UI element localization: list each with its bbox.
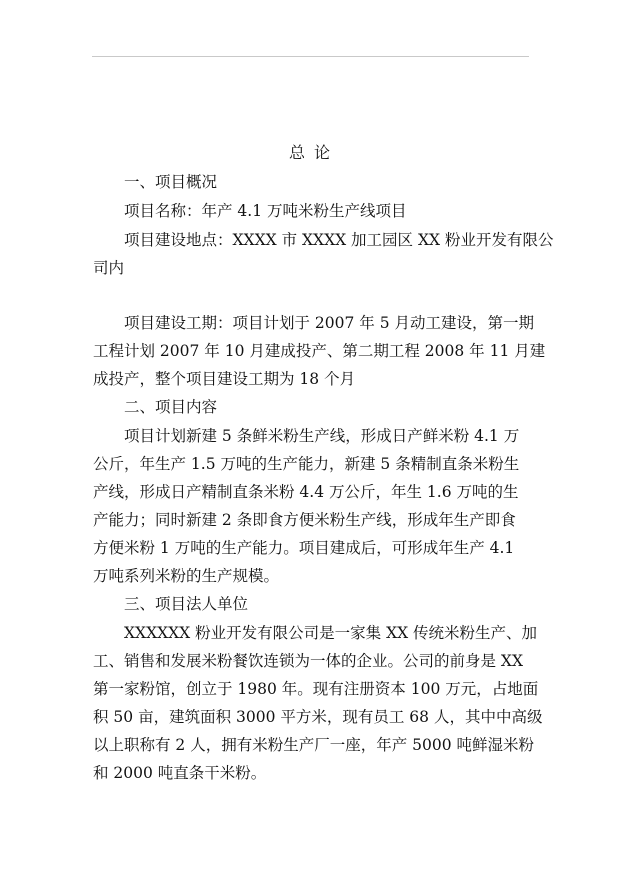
section-heading-content: 二、项目内容 <box>124 398 218 416</box>
content-paragraph-line: 方便米粉 1 万吨的生产能力。项目建成后，可形成年生产 4.1 <box>93 539 515 557</box>
section-heading-overview: 一、项目概况 <box>124 173 218 191</box>
header-rule <box>92 56 529 57</box>
company-paragraph-line: XXXXXX 粉业开发有限公司是一家集 XX 传统米粉生产、加 <box>124 624 538 642</box>
document-title: 总 论 <box>288 143 333 162</box>
company-paragraph-line: 和 2000 吨直条干米粉。 <box>93 764 267 782</box>
project-period-cont: 工程计划 2007 年 10 月建成投产、第二期工程 2008 年 11 月建 <box>93 342 546 360</box>
project-period-cont: 成投产，整个项目建设工期为 18 个月 <box>93 370 356 388</box>
project-period: 项目建设工期：项目计划于 2007 年 5 月动工建设，第一期 <box>124 314 535 332</box>
company-paragraph-line: 积 50 亩，建筑面积 3000 平方米，现有员工 68 人，其中中高级 <box>93 708 543 726</box>
section-heading-legal-entity: 三、项目法人单位 <box>124 595 249 613</box>
content-paragraph-line: 公斤，年生产 1.5 万吨的生产能力，新建 5 条精制直条米粉生 <box>93 455 520 473</box>
company-paragraph-line: 第一家粉馆，创立于 1980 年。现有注册资本 100 万元，占地面 <box>93 680 539 698</box>
project-location: 项目建设地点：XXXX 市 XXXX 加工园区 XX 粉业开发有限公 <box>124 231 554 249</box>
project-name: 项目名称：年产 4.1 万吨米粉生产线项目 <box>124 202 407 220</box>
content-paragraph-line: 万吨系列米粉的生产规模。 <box>93 567 280 585</box>
content-paragraph-line: 项目计划新建 5 条鲜米粉生产线，形成日产鲜米粉 4.1 万 <box>124 427 520 445</box>
company-paragraph-line: 以上职称有 2 人，拥有米粉生产厂一座，年产 5000 吨鲜湿米粉 <box>93 736 535 754</box>
project-location-cont: 司内 <box>93 259 125 277</box>
content-paragraph-line: 产线，形成日产精制直条米粉 4.4 万公斤，年生 1.6 万吨的生 <box>93 483 519 501</box>
company-paragraph-line: 工、销售和发展米粉餐饮连锁为一体的企业。公司的前身是 XX <box>93 652 523 670</box>
content-paragraph-line: 产能力；同时新建 2 条即食方便米粉生产线，形成年生产即食 <box>93 511 516 529</box>
